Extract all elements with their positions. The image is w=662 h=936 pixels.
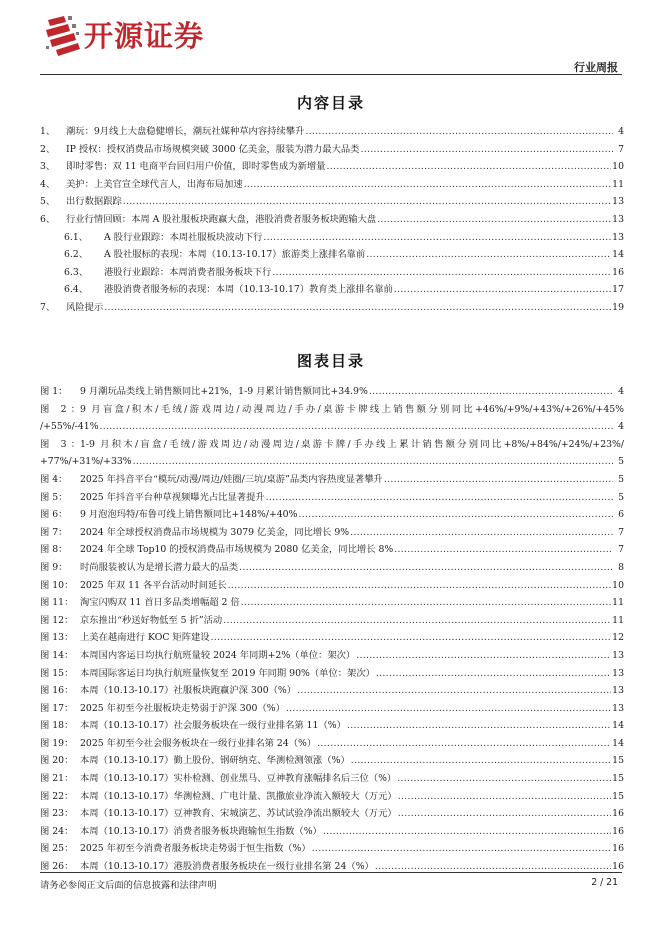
header-divider [40, 74, 622, 75]
toc-leader-dots [266, 489, 613, 507]
toc-entry-page: 15 [612, 755, 624, 767]
toc-leader-dots [376, 665, 611, 683]
toc-leader-dots [100, 418, 613, 436]
toc-entry[interactable] [40, 383, 624, 401]
toc-entry-text: 京东推出“秒送好物低至 5 折”活动 [80, 614, 223, 626]
toc-leader-dots [394, 541, 613, 559]
toc-entry-page: 13 [612, 702, 624, 714]
toc-leader-dots [239, 559, 613, 577]
toc-entry-text: 2025 年初至今社会服务板块在一级行业排名第 24（%） [80, 737, 317, 749]
toc-entry-text: 2025 年抖音平台“模玩/动漫/周边/娃圈/三坑/桌游”品类内容热度显著攀升 [80, 473, 383, 485]
toc-entry-page: 13 [612, 667, 624, 679]
toc-entry-text: 2025 年抖音平台种草视频曝光占比显著提升 [80, 491, 265, 503]
toc-entry[interactable] [40, 805, 624, 823]
logo-mark-icon [44, 14, 82, 58]
toc-entry-text: 本周（10.13-10.17）豆神教育、宋城演艺、苏试试验净流出额较大（万元） [80, 808, 397, 820]
figures-list [40, 383, 624, 876]
toc-entry[interactable] [40, 700, 624, 718]
toc-entry-number: 图 8： [40, 544, 68, 556]
toc-leader-dots [317, 735, 611, 753]
toc-entry-number: 图 13： [40, 632, 74, 644]
toc-entry[interactable] [40, 594, 624, 612]
toc-entry-number: 图 23： [40, 808, 74, 820]
toc-entry-text: 风险提示 [66, 301, 104, 313]
toc-leader-dots [263, 229, 611, 247]
toc-leader-dots [272, 264, 611, 282]
toc-entry-number: 图 19： [40, 737, 74, 749]
toc-leader-dots [356, 647, 611, 665]
toc-entry-page: 19 [612, 301, 624, 313]
toc-entry-number: 图 6： [40, 509, 68, 521]
toc-entry[interactable] [40, 629, 624, 647]
toc-entry[interactable] [40, 559, 624, 577]
toc-entry-number: 图 10： [40, 579, 74, 591]
toc-entry-line [40, 436, 624, 454]
toc-entry-text: 本周（10.13-10.17）消费者服务板块跑输恒生指数（%） [80, 825, 322, 837]
toc-entry[interactable] [40, 752, 624, 770]
toc-entry-text: 上美在越南进行 KOC 矩阵建设 [80, 632, 210, 644]
toc-leader-dots [211, 629, 612, 647]
toc-entry-text: 2025 年初至今消费者服务板块走势弱于恒生指数（%） [80, 843, 311, 855]
toc-entry-text: 出行数据跟踪 [66, 196, 122, 208]
toc-entry-number: 4、 [40, 178, 56, 190]
toc-entry-text: IP 授权：授权消费品市场规模突破 3000 亿美金，服装为潜力最大品类 [66, 143, 360, 155]
toc-entry-text: 本周（10.13-10.17）华测检测、广电计量、凯撒旅业净流入额较大（万元） [80, 790, 397, 802]
toc-entry-page: 7 [618, 544, 624, 556]
toc-leader-dots [286, 700, 611, 718]
toc-entry-page: 13 [612, 196, 624, 208]
toc-entry-page: 11 [612, 597, 624, 609]
toc-leader-dots [369, 383, 613, 401]
toc-leader-dots [312, 840, 611, 858]
toc-entry-text: 2024 年全球授权消费品市场规模为 3079 亿美金，同比增长 9% [80, 526, 350, 538]
toc-entry[interactable] [40, 489, 624, 507]
toc-entry-text: 本周（10.13-10.17）港股消费者服务板块在一级行业排名第 24（%） [80, 861, 374, 873]
toc-entry-text: 1-9 月积木/盲盒/毛绒/游戏周边/动漫周边/桌游卡牌/手办线上累计销售额分别同比+8%/+84%/+24%/+23%/ [80, 438, 624, 450]
toc-leader-dots [384, 471, 613, 489]
toc-entry-page: 7 [618, 526, 624, 538]
toc-entry-page: 4 [618, 386, 624, 397]
toc-entry-number: 图 21： [40, 773, 74, 785]
toc-entry-page: 11 [612, 178, 624, 190]
toc-leader-dots [326, 158, 611, 176]
logo-text: 开源证券 [84, 19, 205, 53]
toc-entry-page: 7 [618, 143, 624, 155]
report-type-label: 行业周报 [574, 61, 618, 74]
toc-entry-number: 图 9： [40, 561, 68, 573]
toc-entry-page: 16 [612, 266, 624, 278]
toc-entry-page: 16 [612, 843, 624, 855]
toc-entry-page: 8 [618, 561, 624, 573]
toc-leader-dots [366, 246, 611, 264]
toc-entry-number: 图 5： [40, 491, 68, 503]
toc-leader-dots [323, 823, 611, 841]
toc-entry-number: 7、 [40, 301, 56, 313]
toc-entry-text: 9 月泡泡玛特/布鲁可线上销售额同比+148%/+40% [80, 509, 298, 521]
toc-entry-number: 图 7： [40, 526, 68, 538]
toc-leader-dots [241, 594, 611, 612]
toc-entry-text-continued: +77%/+31%/+33% [40, 456, 132, 468]
toc-leader-dots [223, 612, 611, 630]
toc-entry-page: 10 [612, 579, 624, 591]
toc-entry[interactable] [40, 506, 624, 524]
toc-entry[interactable] [40, 770, 624, 788]
toc-entry-number: 6.4、 [64, 284, 89, 296]
toc-entry[interactable] [40, 788, 624, 806]
toc-entry-line [40, 401, 624, 419]
toc-entry-text: 港股行业跟踪：本周消费者服务板块下行 [104, 266, 272, 278]
toc-entry-page: 5 [618, 491, 624, 503]
toc-entry-page: 15 [612, 790, 624, 802]
toc-entry[interactable] [40, 436, 624, 471]
toc-entry[interactable] [40, 541, 624, 559]
toc-entry-number: 图 3： [40, 438, 80, 450]
toc-entry-number: 图 11： [40, 597, 74, 609]
toc-entry-text: 本周（10.13-10.17）实朴检测、创业黑马、豆神教育涨幅排名后三位（%） [80, 773, 397, 785]
toc-entry-number: 6.2、 [64, 249, 89, 261]
toc-leader-dots [305, 123, 613, 141]
toc-entry-number: 图 1： [40, 386, 68, 397]
toc-entry-line [40, 453, 624, 471]
toc-entry-number: 图 16： [40, 685, 74, 697]
toc-entry-text: 9 月盲盒/积木/毛绒/游戏周边/动漫周边/手办/桌游卡牌线上销售额分别同比+46%/+9%/+43%/+26%/+45% [80, 403, 624, 415]
toc-entry-text: 美护：上美官宣全球代言人，出海布局加速 [66, 178, 243, 190]
toc-entry-number: 3、 [40, 161, 56, 173]
toc-entry[interactable] [40, 823, 624, 841]
toc-entry-page: 14 [612, 737, 624, 749]
toc-entry-page: 5 [618, 473, 624, 485]
toc-entry-page: 5 [618, 456, 624, 468]
toc-entry[interactable] [40, 735, 624, 753]
toc-entry-page: 16 [612, 861, 624, 873]
toc-entry[interactable] [40, 141, 624, 159]
toc-leader-dots [397, 770, 611, 788]
toc-entry-text: 行业行情回顾：本周 A 股社服板块跑赢大盘，港股消费者服务板块跑输大盘 [66, 213, 377, 225]
toc-entry[interactable] [40, 229, 624, 247]
toc-entry-number: 图 26： [40, 861, 74, 873]
toc-leader-dots [347, 717, 611, 735]
toc-entry[interactable] [40, 193, 624, 211]
toc-entry[interactable] [40, 176, 624, 194]
toc-entry-text: 本周（10.13-10.17）勤上股份、钢研纳克、华测检测领涨（%） [80, 755, 350, 767]
toc-entry-page: 16 [612, 825, 624, 837]
toc-entry-text: 2025 年初至今社服板块走势弱于沪深 300（%） [80, 702, 285, 714]
toc-entry-text: 2024 年全球 Top10 的授权消费品市场规模为 2080 亿美金，同比增长 8% [80, 544, 394, 556]
toc-entry-page: 13 [612, 685, 624, 697]
toc-leader-dots [351, 752, 611, 770]
toc-entry-number: 6.3、 [64, 266, 89, 278]
toc-entry[interactable] [40, 246, 624, 264]
toc-entry[interactable] [40, 524, 624, 542]
toc-entry-number: 6、 [40, 213, 56, 225]
toc-entry-page: 4 [618, 421, 624, 433]
toc-entry-number: 图 22： [40, 790, 74, 802]
toc-entry-text: A 股行业跟踪：本周社服板块波动下行 [104, 231, 263, 243]
toc-entry-page: 17 [612, 284, 624, 296]
contents-list [40, 123, 624, 317]
toc-entry-page: 13 [612, 649, 624, 661]
toc-entry-text: 潮玩：9月线上大盘稳健增长，潮玩社媒种草内容持续攀升 [66, 126, 305, 137]
toc-entry-text: 本周（10.13-10.17）社服板块跑赢沪深 300（%） [80, 685, 297, 697]
toc-entry-number: 图 20： [40, 755, 74, 767]
toc-leader-dots [394, 281, 611, 299]
toc-entry-page: 15 [612, 773, 624, 785]
toc-leader-dots [377, 211, 611, 229]
toc-leader-dots [398, 805, 611, 823]
toc-entry-number: 图 18： [40, 720, 74, 732]
toc-entry-number: 6.1、 [64, 231, 89, 243]
toc-entry[interactable] [40, 471, 624, 489]
toc-entry-text-continued: /+55%/-41% [40, 421, 99, 433]
toc-entry-number: 5、 [40, 196, 56, 208]
toc-entry-page: 12 [612, 632, 624, 644]
toc-entry[interactable] [40, 299, 624, 317]
toc-entry-number: 图 14： [40, 649, 74, 661]
toc-entry-page: 14 [612, 720, 624, 732]
toc-entry-number: 2、 [40, 143, 56, 155]
toc-entry[interactable] [40, 401, 624, 436]
toc-leader-dots [244, 176, 612, 194]
toc-entry-page: 10 [612, 161, 624, 173]
toc-entry-number: 图 4： [40, 473, 68, 485]
toc-entry-text: 本周国内客运日均执行航班量较 2024 年同期+2%（单位：架次） [80, 649, 356, 661]
toc-entry[interactable] [40, 123, 624, 141]
toc-entry-page: 6 [618, 509, 624, 521]
toc-entry[interactable] [40, 281, 624, 299]
toc-entry[interactable] [40, 665, 624, 683]
toc-leader-dots [398, 788, 611, 806]
toc-entry-number: 图 24： [40, 825, 74, 837]
toc-entry[interactable] [40, 158, 624, 176]
toc-entry-page: 13 [612, 231, 624, 243]
toc-entry-text: 本周（10.13-10.17）社会服务板块在一级行业排名第 11（%） [80, 720, 346, 732]
toc-entry-page: 16 [612, 808, 624, 820]
company-logo [44, 14, 244, 58]
toc-leader-dots [350, 524, 613, 542]
toc-entry-text: 9 月潮玩品类线上销售额同比+21%，1-9 月累计销售额同比+34.9% [80, 386, 368, 397]
toc-entry[interactable] [40, 717, 624, 735]
toc-entry-number: 图 25： [40, 843, 74, 855]
toc-entry[interactable] [40, 682, 624, 700]
toc-entry-text: 2025 年双 11 各平台活动时间延长 [80, 579, 227, 591]
toc-leader-dots [123, 193, 611, 211]
contents-title: 内容目录 [296, 94, 365, 112]
toc-leader-dots [297, 682, 611, 700]
toc-entry-text: 本周国际客运日均执行航班量恢复至 2019 年同期 90%（单位：架次） [80, 667, 375, 679]
toc-entry-number: 1、 [40, 126, 56, 137]
toc-entry[interactable] [40, 264, 624, 282]
toc-leader-dots [298, 506, 613, 524]
figures-title: 图表目录 [296, 352, 365, 370]
toc-leader-dots [133, 453, 613, 471]
toc-entry[interactable] [40, 577, 624, 595]
toc-leader-dots [104, 299, 611, 317]
toc-leader-dots [228, 577, 612, 595]
toc-entry-page: 11 [612, 614, 624, 626]
toc-entry-text: 淘宝闪购双 11 首日多品类增幅超 2 倍 [80, 597, 240, 609]
footer-disclaimer: 请务必参阅正文后面的信息披露和法律声明 [40, 880, 217, 891]
toc-entry-page: 14 [612, 249, 624, 261]
toc-entry-page: 4 [618, 126, 624, 137]
toc-entry-text: 时尚服装被认为是增长潜力最大的品类 [80, 561, 239, 573]
toc-entry[interactable] [40, 612, 624, 630]
toc-entry-number: 图 17： [40, 702, 74, 714]
toc-entry-text: A 股社服标的表现：本周（10.13-10.17）旅游类上涨排名靠前 [104, 249, 366, 261]
toc-entry[interactable] [40, 840, 624, 858]
page-indicator: 2 / 21 [591, 877, 618, 888]
toc-entry[interactable] [40, 211, 624, 229]
toc-entry-text: 港股消费者服务标的表现：本周（10.13-10.17）教育类上涨排名靠前 [104, 284, 393, 296]
toc-entry-number: 图 15： [40, 667, 74, 679]
toc-leader-dots [360, 141, 613, 159]
toc-entry[interactable] [40, 647, 624, 665]
toc-entry-number: 图 2： [40, 403, 80, 415]
toc-entry-line [40, 418, 624, 436]
footer-divider [40, 872, 622, 873]
page-header [0, 0, 662, 75]
toc-entry-page: 13 [612, 213, 624, 225]
toc-entry-number: 图 12： [40, 614, 74, 626]
toc-entry-text: 即时零售：双 11 电商平台回归用户价值，即时零售成为新增量 [66, 161, 326, 173]
